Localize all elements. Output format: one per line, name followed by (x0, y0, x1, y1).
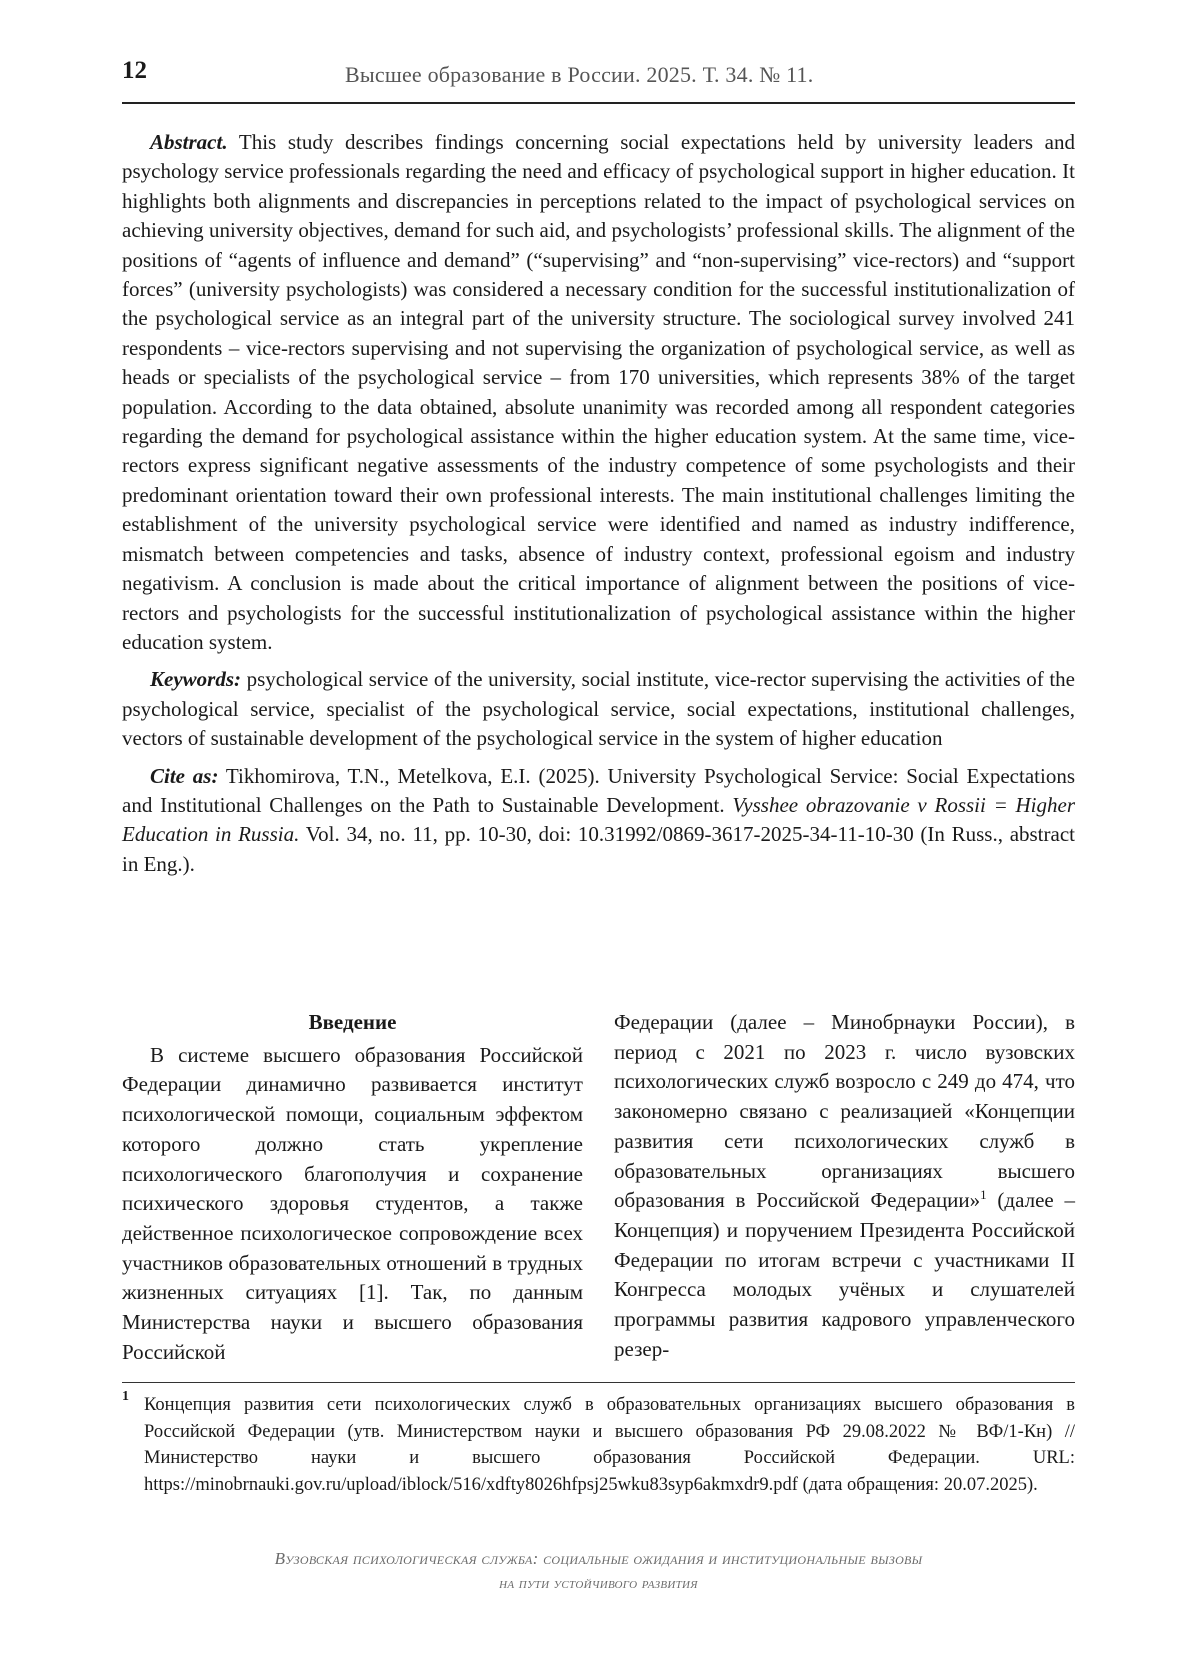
abstract-paragraph (122, 128, 1075, 657)
citation-details: Vol. 34, no. 11, pp. 10-30, doi: 10.31992/0869-3617-2025-34-11-10-30 (In Russ., abstract in Eng.). (122, 822, 1075, 876)
left-column-text: В системе высшего образования Российской Федерации динамично развивается институт психологической помощи, социальным эффектом которого должно стать укрепление психологического благополучия и сохранение психического здоровья студентов, а также действенное психологическое сопровождение всех участников образовательных отношений в трудных жизненных ситуациях [1]. Так, по данным Министерства науки и высшего образования Российской (122, 1042, 583, 1364)
footnote-reference[interactable]: 1 (980, 1187, 987, 1203)
keywords-text: psychological service of the university, social institute, vice-rector supervising the activities of the psychological service, specialist of the psychological service, social expectations, institutional challenges, vectors of sustainable development of the psychological service in the system of higher education (122, 667, 1075, 751)
citation-paragraph (122, 762, 1075, 880)
footnote-rule (122, 1382, 1075, 1383)
right-column-text (614, 1008, 1075, 1364)
footnote (122, 1389, 1075, 1498)
right-column-text-end: (далее – Концепция) и поручением Президента Российской Федерации по итогам встречи с участниками II Конгресса молодых учёных и слушателей программы развития кадрового управленческого резер- (614, 1188, 1075, 1361)
right-column (614, 1008, 1075, 1364)
abstract-text: This study describes findings concerning social expectations held by university leaders and psychology service professionals regarding the need and efficacy of psychological support in higher education. It highlights both alignments and discrepancies in perceptions related to the impact of psychological services on achieving university objectives, demand for such aid, and psychologists’ professional skills. The alignment of the positions of “agents of influence and demand” (“supervising” and “non-supervising” vice-rectors) and “support forces” (university psychologists) was considered a necessary condition for the successful institutionalization of the psychological service as an integral part of the university structure. The sociological survey involved 241 respondents – vice-rectors supervising and not supervising the organization of psychological service, as well as heads or specialists of the psychological service – from 170 universities, which represents 38% of the target population. According to the data obtained, absolute unanimity was recorded among all respondent categories regarding the demand for psychological assistance within the higher education system. At the same time, vice-rectors express significant negative assessments of the industry competence of some psychologists and their predominant orientation toward their own professional interests. The main institutional challenges limiting the establishment of the university psychological service were identified and named as industry indifference, mismatch between competencies and tasks, absence of industry context, professional egoism and industry negativism. A conclusion is made about the critical importance of alignment between the positions of vice-rectors and psychologists for the successful institutionalization of psychological assistance within the higher education system. (122, 130, 1075, 654)
citation-journal: Vysshee obrazovanie v Rossii = Higher Education in Russia. (122, 792, 1075, 847)
left-column (122, 1008, 583, 1367)
citation-label: Cite as: (150, 763, 219, 788)
section-title: Введение (308, 1010, 397, 1034)
citation-text: Tikhomirova, T.N., Metelkova, E.I. (2025). University Psychological Service: Social Expectations and Institutional Challenges on the Path to Sustainable Development. (122, 763, 1075, 817)
abstract-label: Abstract. (150, 130, 228, 154)
footer-title-line-1: Вузовская психологическая служба: социальные ожидания и институциональные вызовы (274, 1549, 923, 1568)
abstract-block (122, 128, 1075, 879)
right-column-text-start: Федерации (далее – Минобрнауки России), в период с 2021 по 2023 г. число вузовских психологических служб возросло с 249 до 474, что закономерно связано с реализацией «Концепции развития сети психологических служб в образовательных организациях высшего образования в Российской Федерации» (614, 1010, 1075, 1213)
keywords-paragraph (122, 665, 1075, 753)
footnote-number: 1 (122, 1389, 129, 1404)
running-head: Высшее образование в России. 2025. Т. 34. № 11. (345, 62, 814, 87)
footer-title-line-2: на пути устойчивого развития (499, 1575, 698, 1592)
keywords-label: Keywords: (150, 667, 241, 692)
header-rule (122, 102, 1075, 104)
page-number: 12 (122, 57, 147, 84)
footnote-text: Концепция развития сети психологических служб в образовательных организациях высшего образования в Российской Федерации (утв. Министерством науки и высшего образования РФ 29.08.2022 № ВФ/1-Кн) // Министерство науки и высшего образования Российской Федерации. URL: https://minobrnauki.gov.ru/upload/iblock/516/xdfty8026hfpsj25wku83syp6akmxdr9.pdf (дата обращения: 20.07.2025). (144, 1395, 1075, 1495)
